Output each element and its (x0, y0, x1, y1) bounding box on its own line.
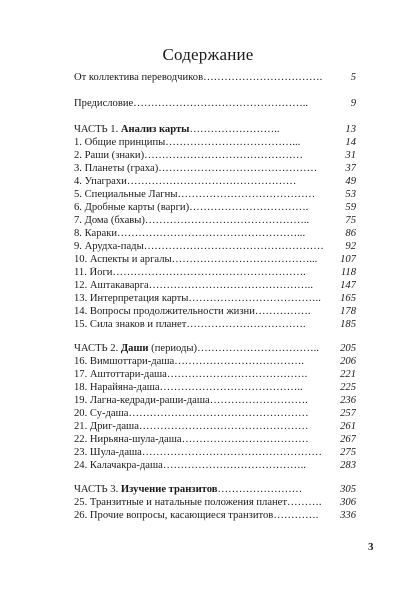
toc-entry-page: 53 (328, 189, 356, 201)
toc-entry[interactable] (74, 176, 356, 188)
toc-entry-page: 92 (328, 241, 356, 253)
toc-entry[interactable] (74, 434, 356, 446)
toc-entry-page: 267 (328, 434, 356, 446)
toc-entry[interactable] (74, 215, 356, 227)
toc-entry-label: 19. Лагна-кедради-раши-даша………………………. (74, 395, 308, 406)
toc-entry-page: 9 (328, 98, 356, 110)
toc-entry-label: 15. Сила знаков и планет……………………………. (74, 319, 306, 330)
toc-entry[interactable] (74, 460, 356, 472)
toc-entry-page: 107 (328, 254, 356, 266)
toc-entry[interactable] (74, 421, 356, 433)
toc-entry-label: 18. Нарайяна-даша………………………………….. (74, 382, 303, 393)
toc-entry-page: 49 (328, 176, 356, 188)
toc-entry[interactable] (74, 163, 356, 175)
toc-entry-page: 185 (328, 319, 356, 331)
toc-entry[interactable] (74, 267, 356, 279)
toc-part-heading[interactable] (74, 343, 356, 355)
toc-entry-label: 23. Шула-даша…………………………………………… (74, 447, 322, 458)
toc-entry-label: 21. Дриг-даша………………………………………… (74, 421, 309, 432)
toc-entry-page: 257 (328, 408, 356, 420)
toc-entry-page: 118 (328, 267, 356, 279)
toc-entry-label: 11. Йоги………………………………………………. (74, 267, 306, 278)
page-number: 3 (368, 541, 374, 553)
toc-entry-label: ЧАСТЬ 3. Изучение транзитов…………………… (74, 484, 303, 495)
toc-entry[interactable] (74, 510, 356, 522)
toc-entry[interactable] (74, 369, 356, 381)
toc-entry-label: 12. Аштакаварга……………………………………….. (74, 280, 313, 291)
toc-entry-label: 1. Общие принципы………………………………... (74, 137, 301, 148)
toc-title: Содержание (162, 45, 254, 64)
toc-entry-label: ЧАСТЬ 2. Даши (периоды)…………………………….. (74, 343, 319, 354)
toc-entry-label: От коллектива переводчиков……………………………. (74, 72, 323, 83)
toc-entry-page: 275 (328, 447, 356, 459)
toc-entry-label: 16. Вимшоттари-даша………………………………. (74, 356, 304, 367)
toc-entry-label: 13. Интерпретация карты……………………………….. (74, 293, 321, 304)
toc-entry-page: 14 (328, 137, 356, 149)
toc-entry[interactable] (74, 356, 356, 368)
toc-entry-page: 178 (328, 306, 356, 318)
toc-entry-label: 6. Дробные карты (варги)……………………………. (74, 202, 309, 213)
toc-entry[interactable] (74, 137, 356, 149)
toc-entry[interactable] (74, 408, 356, 420)
toc-entry[interactable] (74, 447, 356, 459)
toc-entry-page: 225 (328, 382, 356, 394)
toc-part-heading[interactable] (74, 484, 356, 496)
toc-entry-page: 206 (328, 356, 356, 368)
toc-entry-page: 336 (328, 510, 356, 522)
toc-entry[interactable] (74, 382, 356, 394)
toc-entry-page: 86 (328, 228, 356, 240)
toc-entry-page: 305 (328, 484, 356, 496)
toc-entry[interactable] (74, 254, 356, 266)
toc-entry-label: Предисловие………………………………………….. (74, 98, 309, 109)
toc-entry-label: 22. Нирьяна-шула-даша……………………………… (74, 434, 309, 445)
toc-entry[interactable] (74, 98, 356, 110)
toc-entry-page: 31 (328, 150, 356, 162)
toc-entry-page: 283 (328, 460, 356, 472)
toc-entry[interactable] (74, 150, 356, 162)
toc-entry[interactable] (74, 319, 356, 331)
toc-entry[interactable] (74, 228, 356, 240)
toc-entry-page: 13 (328, 124, 356, 136)
toc-entry-page: 147 (328, 280, 356, 292)
toc-entry-page: 37 (328, 163, 356, 175)
toc-entry[interactable] (74, 280, 356, 292)
toc-entry-label: 3. Планеты (граха)……………………………………… (74, 163, 318, 174)
toc-entry-page: 5 (328, 72, 356, 84)
toc-entry-label: 4. Упаграхи………………………………………… (74, 176, 297, 187)
toc-entry-label: ЧАСТЬ 1. Анализ карты…………………….. (74, 124, 280, 135)
toc-entry-page: 236 (328, 395, 356, 407)
toc-entry-label: 20. Су-даша…………………………………………… (74, 408, 309, 419)
toc-entry-label: 5. Специальные Лагны………………………………… (74, 189, 316, 200)
toc-entry-label: 24. Калачакра-даша………………………………….. (74, 460, 306, 471)
toc-part-heading[interactable] (74, 124, 356, 136)
toc-entry-label: 10. Аспекты и аргалы…………………………………... (74, 254, 318, 265)
toc-entry-page: 59 (328, 202, 356, 214)
toc-entry[interactable] (74, 306, 356, 318)
toc-entry[interactable] (74, 293, 356, 305)
toc-entry-page: 261 (328, 421, 356, 433)
toc-entry-label: 9. Арудха-пады…………………………………………… (74, 241, 324, 252)
toc-entry[interactable] (74, 189, 356, 201)
toc-entry-page: 75 (328, 215, 356, 227)
toc-entry-label: 17. Аштоттари-даша…………………………………. (74, 369, 308, 380)
toc-entry-label: 25. Транзитные и натальные положения планет………. (74, 497, 322, 508)
toc-entry-page: 205 (328, 343, 356, 355)
toc-entry[interactable] (74, 202, 356, 214)
toc-entry-page: 306 (328, 497, 356, 509)
toc-entry-label: 8. Караки……………………………………………... (74, 228, 306, 239)
toc-entry-label: 7. Дома (бхавы)……………………………………….. (74, 215, 310, 226)
toc-entry-page: 165 (328, 293, 356, 305)
toc-entry-label: 26. Прочие вопросы, касающиеся транзитов…………. (74, 510, 319, 521)
toc-entry-label: 14. Вопросы продолжительности жизни……………. (74, 306, 311, 317)
toc-entry-page: 221 (328, 369, 356, 381)
toc-entry[interactable] (74, 241, 356, 253)
toc-entry[interactable] (74, 497, 356, 509)
toc-entry[interactable] (74, 72, 356, 84)
toc-entry-label: 2. Раши (знаки)……………………………………… (74, 150, 303, 161)
toc-entry[interactable] (74, 395, 356, 407)
